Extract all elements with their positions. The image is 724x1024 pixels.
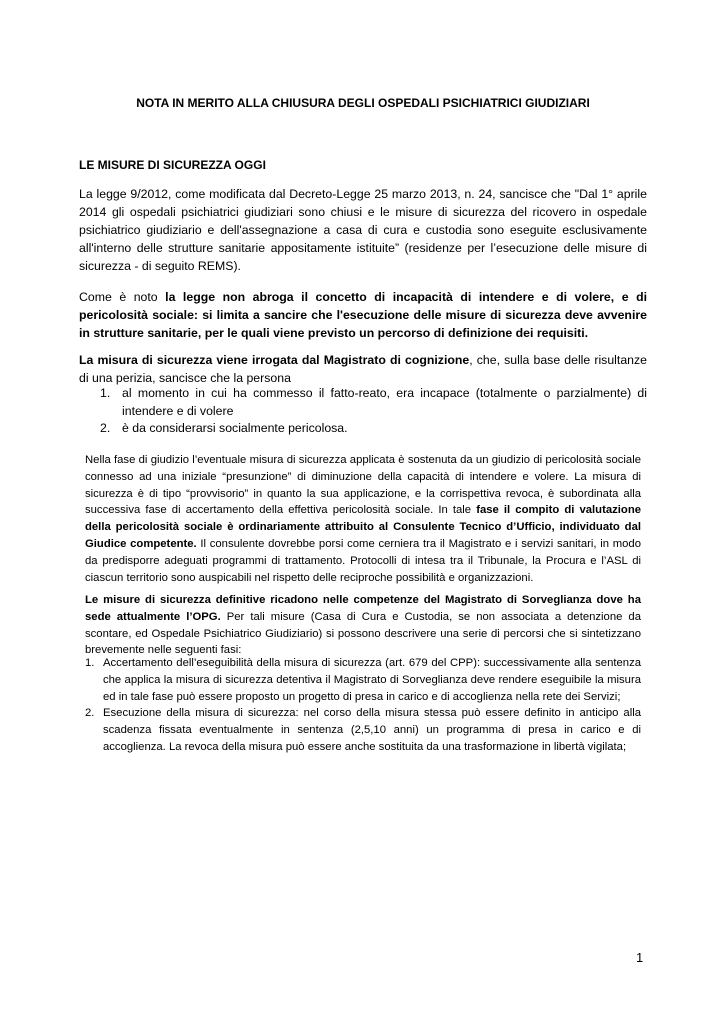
paragraph-definitive-measures: [85, 592, 641, 659]
criteria-list: [79, 385, 647, 438]
list-item-number: 1.: [85, 657, 95, 669]
paragraph-judgment-a: Nella fase di giudizio l’eventuale misura di sicurezza applicata è sostenuta da un giudizio di pericolosità sociale connesso ad una iniziale “presunzione” di diminuzione della capacità di intendere e volere. La misura di sicurezza è di tipo “provvisorio” in quanto la sua applicazione, e la corrispettiva revoca, è subordinata alla successiva fase di accertamento della effettiva pericolosità sociale. In tale: [85, 454, 641, 517]
phases-list: [85, 655, 641, 756]
list-item-text: Esecuzione della misura di sicurezza: nel corso della misura stessa può essere definito in anticipo alla scadenza fissata eventualmente in sentenza (2,5,10 anni) un programma di presa in carico e di accoglienza. La revoca della misura può essere anche sostituita da una trasformazione in libertà vigilata;: [103, 707, 641, 753]
section-heading: LE MISURE DI SICUREZZA OGGI: [79, 158, 266, 172]
document-title: NOTA IN MERITO ALLA CHIUSURA DEGLI OSPEDALI PSICHIATRICI GIUDIZIARI: [136, 96, 590, 110]
paragraph-cognition: [79, 351, 647, 387]
paragraph-cognition-bold: La misura di sicurezza viene irrogata dal Magistrato di cognizione: [79, 353, 470, 367]
paragraph-law: La legge 9/2012, come modificata dal Decreto-Legge 25 marzo 2013, n. 24, sancisce che "Dal 1° aprile 2014 gli ospedali psichiatrici giudiziari sono chiusi e le misure di sicurezza del ricovero in ospedale psichiatrico giudiziario e dell'assegnazione a casa di cura e custodia sono eseguite esclusivamente all'interno delle strutture sanitarie appositamente istituite” (residenze per l’esecuzione delle misure di sicurezza - di seguito REMS).: [79, 187, 647, 273]
paragraph-judgment-b: Il consulente dovrebbe porsi come cerniera tra il Magistrato e i servizi sanitari, in modo da predisporre adeguati programmi di trattamento. Protocolli di intesa tra il Tribunale, la Procura e l’ASL di ciascun territorio sono auspicabili nel rispetto delle reciproche possibilità e organizzazioni.: [85, 537, 641, 584]
paragraph-judgment-bold: fase il compito di valutazione della pericolosità sociale è ordinariamente attribuito al Consulente Tecnico d’Ufficio, individuato dal Giudice competente.: [85, 504, 642, 550]
list-item-number: 1.: [100, 386, 111, 400]
paragraph-definitive-bold: Le misure di sicurezza definitive ricadono nelle competenze del Magistrato di Sorveglianza dove ha sede attualmente l’OPG.: [85, 594, 641, 623]
list-item: [85, 655, 641, 705]
list-item: [79, 385, 647, 420]
paragraph-cognition-rest: , che, sulla base delle risultanze di una perizia, sancisce che la persona: [79, 353, 647, 385]
list-item: [85, 705, 641, 755]
list-item-text: è da considerarsi socialmente pericolosa.: [122, 421, 348, 435]
paragraph-abrogation: [79, 288, 647, 342]
paragraph-judgment-phase: [85, 452, 641, 586]
page-number: 1: [636, 950, 644, 965]
list-item-number: 2.: [85, 707, 95, 720]
list-item-text: Accertamento dell’eseguibilità della misura di sicurezza (art. 679 del CPP): successivamente alla sentenza che applica la misura di sicurezza detentiva il Magistrato di Sorveglianza deve rendere eseguibile la misura ed in tale fase può essere proposto un progetto di presa in carico e di accoglienza nella rete dei Servizi;: [103, 657, 641, 703]
paragraph-definitive-rest: Per tali misure (Casa di Cura e Custodia, se non associata a detenzione da scontare, ed Ospedale Psichiatrico Giudiziario) si possono descrivere una serie di percorsi che si sintetizzano brevemente nelle seguenti fasi:: [85, 610, 641, 657]
list-item: [79, 420, 647, 438]
list-item-text: al momento in cui ha commesso il fatto-reato, era incapace (totalmente o parzialmente) di intendere e di volere: [122, 386, 647, 418]
list-item-number: 2.: [100, 421, 111, 435]
paragraph-abrogation-lead: Come è noto: [79, 290, 166, 304]
paragraph-abrogation-bold: la legge non abroga il concetto di incapacità di intendere e di volere, e di pericolosità sociale: si limita a sancire che l'esecuzione delle misure di sicurezza deve avvenire in strutture sanitarie, per le quali viene previsto un percorso di definizione dei requisiti.: [79, 290, 648, 340]
